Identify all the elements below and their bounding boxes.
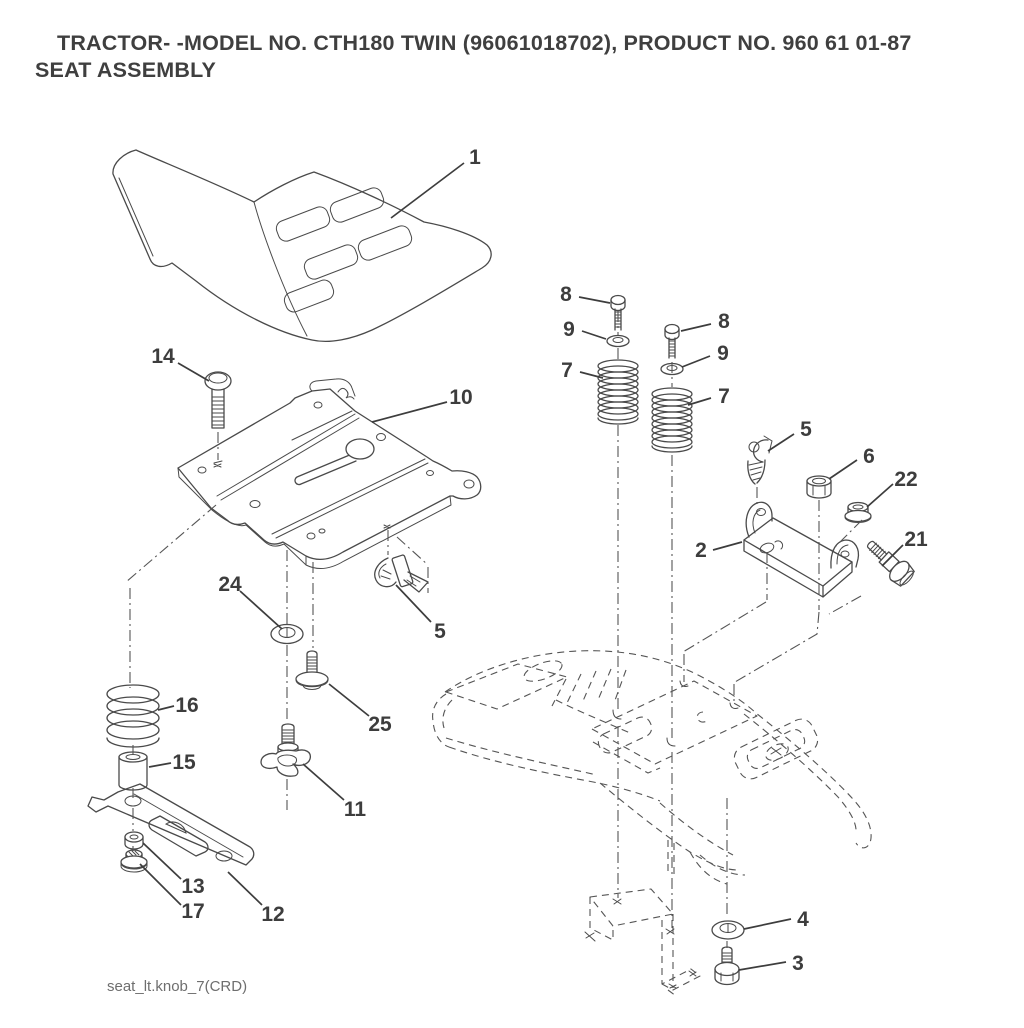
callout-8a: 8	[560, 283, 572, 306]
shoulder-screw-25	[296, 651, 328, 690]
knob-11	[261, 724, 310, 776]
retainer-clip-5-right	[748, 436, 772, 484]
callout-9b: 9	[717, 342, 729, 365]
leader-line-25	[329, 684, 369, 716]
leader-line-1	[391, 163, 464, 218]
callout-24: 24	[218, 573, 242, 596]
nut-13	[125, 832, 143, 849]
callout-14: 14	[151, 345, 175, 368]
washer-24	[271, 625, 303, 644]
washer-4	[712, 921, 744, 939]
leader-line-5b	[396, 585, 431, 622]
leader-line-9a	[582, 331, 606, 339]
fender-outline	[433, 651, 872, 884]
leader-line-11	[303, 764, 344, 800]
centerlines	[126, 311, 862, 948]
leader-line-14	[178, 363, 209, 381]
washer-9-left	[607, 336, 629, 347]
nut-6	[807, 476, 831, 498]
callout-11: 11	[343, 798, 367, 821]
leader-line-24	[240, 591, 282, 629]
adjuster-plate-12	[88, 784, 254, 865]
spring-7-left	[598, 360, 638, 424]
callout-10: 10	[449, 386, 473, 409]
leader-line-3	[739, 962, 786, 970]
leader-line-2	[713, 542, 742, 550]
drawing-code: seat_lt.knob_7(CRD)	[107, 978, 248, 995]
callout-layer	[140, 146, 928, 975]
bolt-3	[715, 947, 739, 985]
callout-25: 25	[368, 713, 392, 736]
callout-6: 6	[863, 445, 875, 468]
leader-line-15	[149, 763, 171, 767]
leader-line-8b	[681, 324, 711, 331]
leader-line-4	[744, 919, 791, 929]
bracket-2	[744, 502, 858, 597]
callout-4: 4	[797, 908, 809, 931]
leader-line-12	[228, 872, 262, 905]
callout-7b: 7	[718, 385, 730, 408]
leader-line-8a	[579, 297, 610, 303]
callout-13: 13	[181, 875, 205, 898]
callout-7a: 7	[561, 359, 573, 382]
callout-16: 16	[175, 694, 199, 717]
callout-17: 17	[181, 900, 205, 923]
flange-nut-17	[121, 850, 147, 872]
leader-line-10	[372, 402, 447, 422]
callout-5b: 5	[434, 620, 446, 643]
callout-3: 3	[792, 952, 804, 975]
bushing-15	[119, 752, 147, 790]
spring-7-right	[652, 388, 692, 452]
leader-line-22	[867, 484, 893, 507]
title-line-1: TRACTOR- -MODEL NO. CTH180 TWIN (96061018702), PRODUCT NO. 960 61 01-87	[57, 31, 912, 55]
retainer-clip-5-center	[375, 555, 428, 592]
leader-line-17	[140, 864, 181, 905]
spring-16	[107, 685, 159, 747]
callout-2: 2	[695, 539, 707, 562]
title-line-2: SEAT ASSEMBLY	[35, 58, 217, 82]
leader-line-6	[829, 460, 857, 479]
rear-bracket	[585, 889, 700, 996]
flange-nut-22	[845, 503, 871, 523]
callout-5a: 5	[800, 418, 812, 441]
leader-line-16	[158, 706, 174, 710]
callout-21: 21	[904, 528, 928, 551]
callout-9a: 9	[563, 318, 575, 341]
leader-line-9b	[682, 356, 710, 367]
seat-cushion	[113, 150, 491, 341]
bolt-8-right	[665, 325, 679, 359]
callout-22: 22	[894, 468, 918, 491]
callout-12: 12	[261, 903, 285, 926]
callout-8b: 8	[718, 310, 730, 333]
callout-15: 15	[172, 751, 196, 774]
callout-1: 1	[469, 146, 481, 169]
